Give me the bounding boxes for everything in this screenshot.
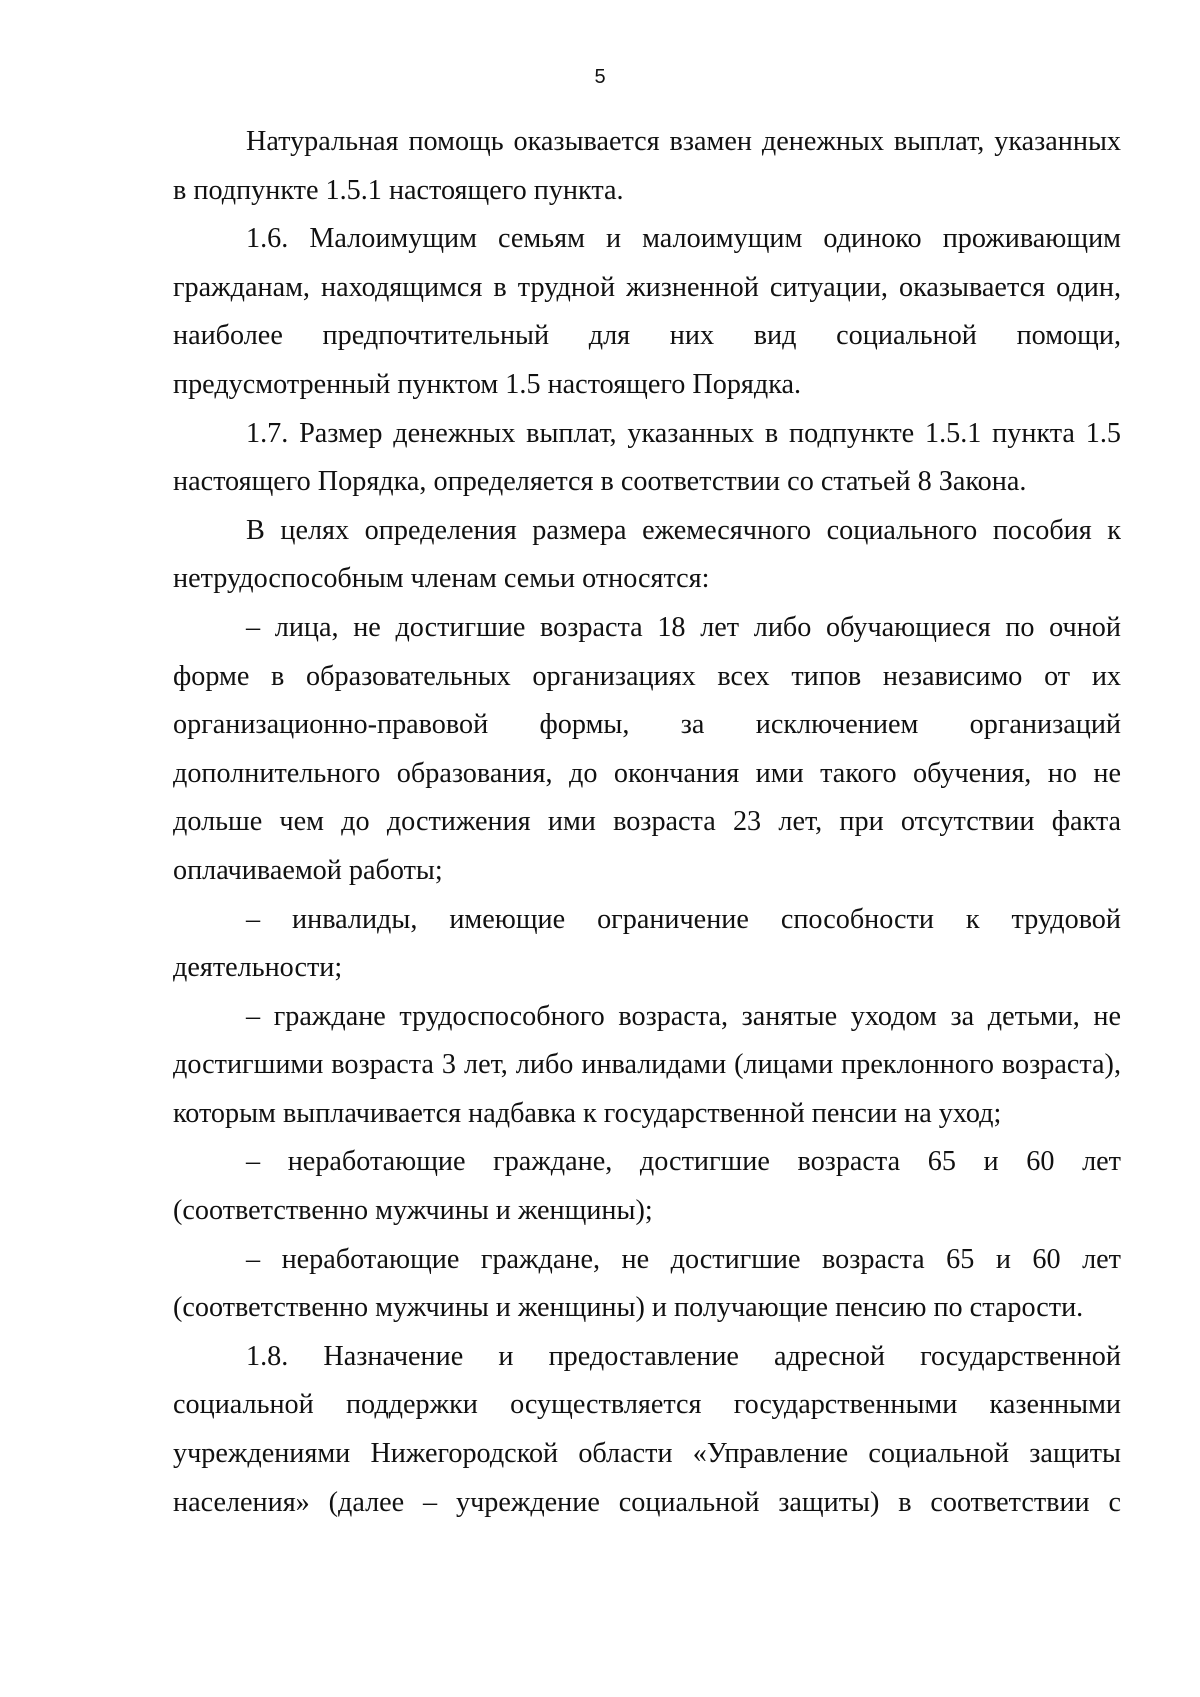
list-item-disabled: – инвалиды, имеющие ограничение способности к трудовой деятельности; xyxy=(173,903,1121,984)
paragraph-1-8: 1.8. Назначение и предоставление адресной государственной социальной поддержки осуществляется государственными казенными учреждениями Нижегородской области «Управление социальной защиты населения» (далее – учреждение социальной защиты) в соответствии с xyxy=(173,1340,1121,1518)
paragraph-disabled-members-intro: В целях определения размера ежемесячного социального пособия к нетрудоспособным членам семьи относятся: xyxy=(173,514,1121,595)
page-number: 5 xyxy=(594,66,606,88)
list-item-retirement-age: – неработающие граждане, достигшие возраста 65 и 60 лет (соответственно мужчины и женщины); xyxy=(173,1146,1121,1227)
document-body xyxy=(173,118,1121,1527)
paragraph-1-7: 1.7. Размер денежных выплат, указанных в подпункте 1.5.1 пункта 1.5 настоящего Порядка, определяется в соответствии со статьей 8 Закона. xyxy=(173,417,1121,498)
paragraph-in-kind-assistance: Натуральная помощь оказывается взамен денежных выплат, указанных в подпункте 1.5.1 настоящего пункта. xyxy=(173,126,1121,206)
paragraph-1-6: 1.6. Малоимущим семьям и малоимущим одиноко проживающим гражданам, находящимся в трудной жизненной ситуации, оказывается один, наиболее предпочтительный для них вид социальной помощи, предусмотренный пунктом 1.5 настоящего Порядка. xyxy=(173,223,1121,400)
list-item-minors-students: – лица, не достигшие возраста 18 лет либо обучающиеся по очной форме в образовательных организациях всех типов независимо от их организационно-правовой формы, за исключением организаций дополнительного образования, до окончания ими такого обучения, но не дольше чем до достижения ими возраста 23 лет, при отсутствии факта оплачиваемой работы; xyxy=(173,611,1121,886)
list-item-caregivers: – граждане трудоспособного возраста, занятые уходом за детьми, не достигшими возраста 3 лет, либо инвалидами (лицами преклонного возраста), которым выплачивается надбавка к государственной пенсии на уход; xyxy=(173,1000,1121,1129)
list-item-old-age-pensioners: – неработающие граждане, не достигшие возраста 65 и 60 лет (соответственно мужчины и женщины) и получающие пенсию по старости. xyxy=(173,1243,1121,1324)
